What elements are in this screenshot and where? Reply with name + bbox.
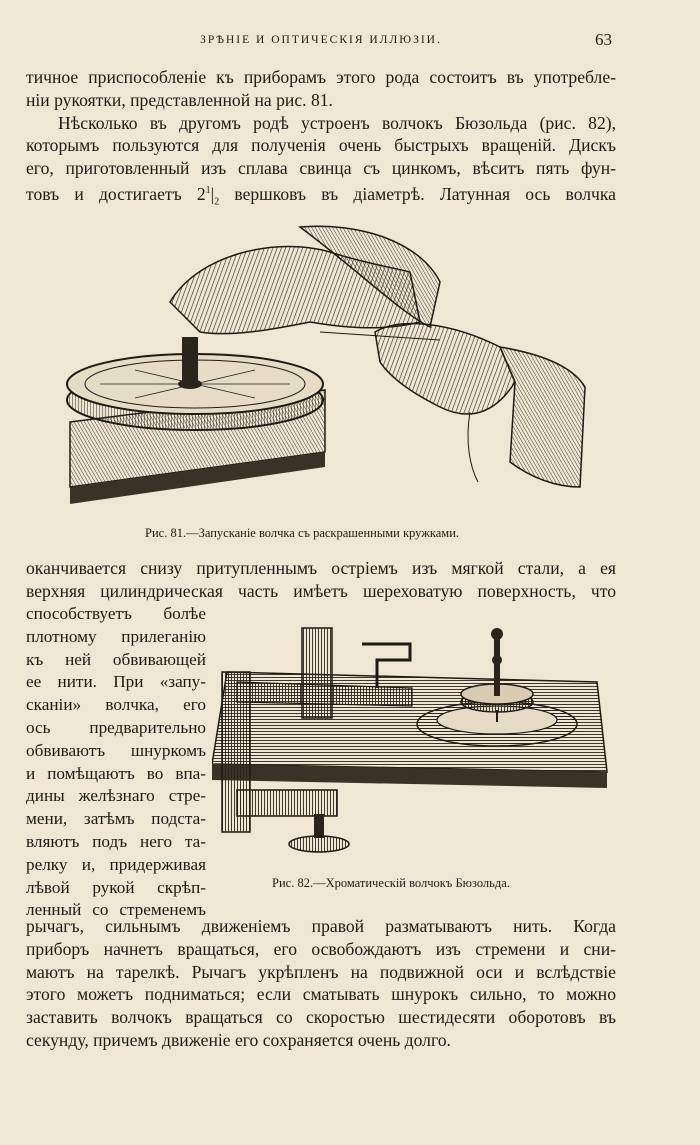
text-wrap-column	[26, 603, 206, 922]
text-line: дины желѣзнаго стре-	[26, 786, 206, 806]
figure-81-caption: Рис. 81.—Запусканіе волчка съ раскрашенными кружками.	[145, 526, 460, 540]
text-line: маютъ на тарелкѣ. Рычагъ укрѣпленъ на подвижной оси и вслѣдствіе	[26, 961, 616, 982]
text-line: и помѣщаютъ во впа-	[26, 763, 206, 783]
text-line: плотному прилеганію	[26, 626, 206, 646]
text-fragment: товъ и достигаетъ 2	[26, 183, 206, 204]
text-line: лѣвой рукой скрѣп-	[26, 877, 206, 897]
text-line: обвиваютъ шнуркомъ	[26, 740, 206, 760]
text-line: этого можетъ подниматься; если сматывать шнурокъ сильно, то можно	[26, 984, 616, 1005]
text-line: ее нити. При «запу-	[26, 672, 206, 692]
text-block-middle	[26, 557, 616, 603]
text-line: ось предварительно	[26, 717, 206, 737]
text-line: приборъ начнетъ вращаться, его освобождаютъ изъ стремени и сни-	[26, 938, 616, 959]
running-header: ЗРѢНІЕ И ОПТИЧЕСКІЯ ИЛЛЮЗІИ.	[200, 34, 442, 46]
page-number: 63	[595, 30, 612, 49]
text-line: рычагъ, сильнымъ движеніемъ правой разматываютъ нить. Когда	[26, 916, 616, 936]
text-block-top	[26, 66, 616, 214]
text-line: релку и, придерживая	[26, 854, 206, 874]
text-block-bottom	[26, 915, 616, 1052]
text-line: верхняя цилиндрическая часть имѣетъ шереховатую поверхность, что	[26, 580, 616, 601]
fraction-denominator: 2	[214, 196, 220, 208]
text-line: къ ней обвивающей	[26, 649, 206, 669]
text-line: секунду, причемъ движеніе его сохраняется очень долго.	[26, 1029, 451, 1050]
text-line: которымъ пользуются для полученія очень быстрыхъ вращеній. Дискъ	[26, 135, 616, 156]
text-line: Нѣсколько въ другомъ родѣ устроенъ волчокъ Бюзольда (рис. 82),	[58, 112, 616, 133]
text-line: его, приготовленный изъ сплава свинца съ цинкомъ, вѣситъ пять фун-	[26, 158, 616, 179]
text-line: вляютъ подъ него та-	[26, 831, 206, 851]
text-line: ніи рукоятки, представленной на рис. 81.	[26, 89, 333, 110]
text-line: товъ и достигаетъ $2^1|_2$ вершковъ въ діаметрѣ. Латунная ось волчка	[26, 183, 616, 208]
text-line: заставить волчокъ вращаться со скоростью шестидесяти оборотовъ въ	[26, 1007, 616, 1028]
figure-81-engraving	[60, 212, 600, 517]
text-fragment: вершковъ въ діаметрѣ. Латунная ось волчка	[234, 183, 616, 204]
text-line: способствуетъ болѣе	[26, 604, 206, 623]
fraction-numerator: 1	[205, 184, 211, 196]
text-line: сканіи» волчка, его	[26, 695, 206, 715]
text-line: тичное приспособленіе къ приборамъ этого рода состоитъ въ употребле-	[26, 67, 616, 87]
text-line: мени, затѣмъ подста-	[26, 809, 206, 829]
text-line: оканчивается снизу притупленнымъ остріемъ изъ мягкой стали, а ея	[26, 558, 616, 578]
text-line: ленный со стременемъ	[26, 900, 206, 920]
figure-82-caption: Рис. 82.—Хроматическій волчокъ Бюзольда.	[272, 876, 510, 890]
figure-82-engraving	[212, 622, 612, 862]
